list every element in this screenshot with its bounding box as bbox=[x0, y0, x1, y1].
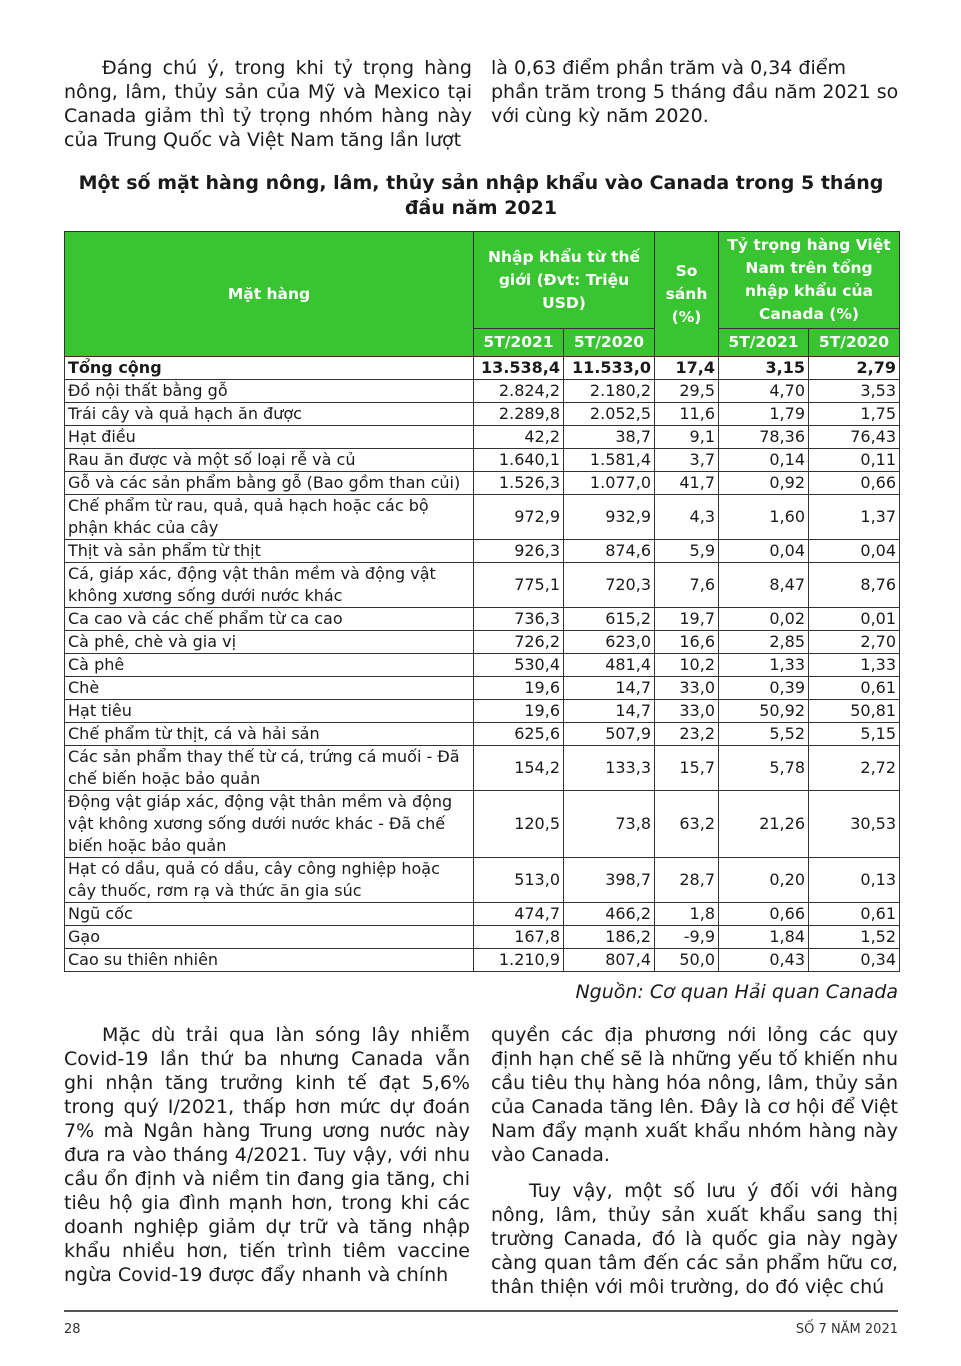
cell-imp2020: 615,2 bbox=[564, 608, 655, 631]
table-body bbox=[65, 357, 900, 972]
cell-share2021: 5,52 bbox=[719, 723, 809, 746]
cell-imp2020: 623,0 bbox=[564, 631, 655, 654]
table-title: Một số mặt hàng nông, lâm, thủy sản nhập khẩu vào Canada trong 5 tháng đầu năm 2021 bbox=[78, 172, 884, 219]
bottom-left-column bbox=[64, 1023, 470, 1287]
cell-compare: 4,3 bbox=[655, 495, 719, 540]
header-share-2020: 5T/2020 bbox=[809, 329, 900, 357]
body-paragraph: là 0,63 điểm phần trăm và 0,34 điểm phần trăm trong 5 tháng đầu năm 2021 so với cùng kỳ năm 2020. bbox=[491, 57, 899, 127]
cell-share2020: 0,34 bbox=[809, 949, 900, 972]
header-item: Mặt hàng bbox=[65, 232, 474, 357]
cell-share2020: 1,75 bbox=[809, 403, 900, 426]
cell-share2020: 0,01 bbox=[809, 608, 900, 631]
cell-item-name: Cá, giáp xác, động vật thân mềm và động vật không xương sống dưới nước khác bbox=[65, 563, 474, 608]
cell-share2020: 0,61 bbox=[809, 677, 900, 700]
cell-imp2020: 2.052,5 bbox=[564, 403, 655, 426]
cell-compare: 5,9 bbox=[655, 540, 719, 563]
cell-imp2021: 2.824,2 bbox=[474, 380, 564, 403]
cell-compare: 15,7 bbox=[655, 746, 719, 791]
header-imports-2021: 5T/2021 bbox=[474, 329, 564, 357]
cell-share2021: 0,43 bbox=[719, 949, 809, 972]
cell-item-name: Các sản phẩm thay thế từ cá, trứng cá muối - Đã chế biến hoặc bảo quản bbox=[65, 746, 474, 791]
cell-imp2021: 120,5 bbox=[474, 791, 564, 858]
cell-item-name: Động vật giáp xác, động vật thân mềm và động vật không xương sống dưới nước khác - Đã chế biến hoặc bảo quản bbox=[65, 791, 474, 858]
bottom-right-column bbox=[491, 1023, 898, 1299]
table-row bbox=[65, 677, 900, 700]
cell-item-name: Cà phê bbox=[65, 654, 474, 677]
cell-imp2020: 874,6 bbox=[564, 540, 655, 563]
cell-imp2020: 1.077,0 bbox=[564, 472, 655, 495]
top-right-column bbox=[491, 56, 899, 128]
cell-compare: 11,6 bbox=[655, 403, 719, 426]
cell-imp2021: 926,3 bbox=[474, 540, 564, 563]
cell-imp2020: 186,2 bbox=[564, 926, 655, 949]
cell-imp2021: 1.210,9 bbox=[474, 949, 564, 972]
cell-imp2021: 1.526,3 bbox=[474, 472, 564, 495]
cell-share2020: 1,33 bbox=[809, 654, 900, 677]
table-source: Nguồn: Cơ quan Hải quan Canada bbox=[575, 981, 898, 1003]
table-row bbox=[65, 791, 900, 858]
cell-imp2021: 474,7 bbox=[474, 903, 564, 926]
body-paragraph: quyền các địa phương nới lỏng các quy định hạn chế sẽ là những yếu tố khiến nhu cầu tiêu thụ hàng hóa nông, lâm, thủy sản của Canada tăng lên. Đây là cơ hội để Việt Nam đẩy mạnh xuất khẩu nhóm hàng này vào Canada. bbox=[491, 1024, 898, 1166]
cell-item-name: Ca cao và các chế phẩm từ ca cao bbox=[65, 608, 474, 631]
cell-share2021: 1,60 bbox=[719, 495, 809, 540]
cell-share2021: 1,33 bbox=[719, 654, 809, 677]
cell-share2021: 4,70 bbox=[719, 380, 809, 403]
cell-item-name: Hạt tiêu bbox=[65, 700, 474, 723]
cell-share2021: 50,92 bbox=[719, 700, 809, 723]
cell-item-name: Thịt và sản phẩm từ thịt bbox=[65, 540, 474, 563]
table-row bbox=[65, 357, 900, 380]
table-row bbox=[65, 631, 900, 654]
cell-compare: 9,1 bbox=[655, 426, 719, 449]
cell-compare: 33,0 bbox=[655, 700, 719, 723]
cell-share2021: 2,85 bbox=[719, 631, 809, 654]
cell-item-name: Chè bbox=[65, 677, 474, 700]
cell-share2020: 2,70 bbox=[809, 631, 900, 654]
cell-imp2020: 14,7 bbox=[564, 700, 655, 723]
cell-item-name: Tổng cộng bbox=[65, 357, 474, 380]
table-row bbox=[65, 949, 900, 972]
cell-imp2020: 398,7 bbox=[564, 858, 655, 903]
cell-share2020: 2,79 bbox=[809, 357, 900, 380]
cell-share2020: 76,43 bbox=[809, 426, 900, 449]
cell-share2020: 1,52 bbox=[809, 926, 900, 949]
table-row bbox=[65, 403, 900, 426]
cell-imp2021: 19,6 bbox=[474, 700, 564, 723]
cell-share2020: 0,04 bbox=[809, 540, 900, 563]
cell-imp2020: 932,9 bbox=[564, 495, 655, 540]
cell-item-name: Cà phê, chè và gia vị bbox=[65, 631, 474, 654]
cell-imp2021: 625,6 bbox=[474, 723, 564, 746]
cell-compare: 23,2 bbox=[655, 723, 719, 746]
cell-share2020: 3,53 bbox=[809, 380, 900, 403]
cell-imp2020: 14,7 bbox=[564, 677, 655, 700]
table-row bbox=[65, 449, 900, 472]
cell-imp2021: 513,0 bbox=[474, 858, 564, 903]
cell-compare: 3,7 bbox=[655, 449, 719, 472]
cell-imp2021: 1.640,1 bbox=[474, 449, 564, 472]
cell-share2021: 0,14 bbox=[719, 449, 809, 472]
cell-imp2021: 2.289,8 bbox=[474, 403, 564, 426]
cell-share2020: 0,61 bbox=[809, 903, 900, 926]
cell-share2020: 50,81 bbox=[809, 700, 900, 723]
cell-share2021: 8,47 bbox=[719, 563, 809, 608]
cell-share2021: 0,66 bbox=[719, 903, 809, 926]
cell-item-name: Đồ nội thất bằng gỗ bbox=[65, 380, 474, 403]
cell-compare: 1,8 bbox=[655, 903, 719, 926]
page-number: 28 bbox=[64, 1322, 81, 1337]
cell-item-name: Chế phẩm từ thịt, cá và hải sản bbox=[65, 723, 474, 746]
body-paragraph: Đáng chú ý, trong khi tỷ trọng hàng nông, lâm, thủy sản của Mỹ và Mexico tại Canada giảm thì tỷ trọng nhóm hàng này của Trung Quốc và Việt Nam tăng lần lượt bbox=[64, 57, 472, 151]
cell-imp2020: 481,4 bbox=[564, 654, 655, 677]
table-row bbox=[65, 608, 900, 631]
table-row bbox=[65, 495, 900, 540]
cell-imp2021: 167,8 bbox=[474, 926, 564, 949]
top-left-column bbox=[64, 56, 472, 152]
cell-item-name: Rau ăn được và một số loại rễ và củ bbox=[65, 449, 474, 472]
issue-label: SỐ 7 NĂM 2021 bbox=[795, 1322, 898, 1337]
body-paragraph: Mặc dù trải qua làn sóng lây nhiễm Covid-19 lần thứ ba nhưng Canada vẫn ghi nhận tăng trưởng kinh tế đạt 5,6% trong quý I/2021, thấp hơn mức dự đoán 7% mà Ngân hàng Trung ương nước này đưa ra vào tháng 4/2021. Tuy vậy, với nhu cầu ổn định và niềm tin đang gia tăng, chi tiêu hộ gia đình mạnh hơn, trong khi các doanh nghiệp giảm dự trữ và tăng nhập khẩu nhiều hơn, tiến trình tiêm vaccine ngừa Covid-19 được đẩy nhanh và chính bbox=[64, 1024, 470, 1286]
table-row bbox=[65, 746, 900, 791]
table-row bbox=[65, 563, 900, 608]
cell-imp2020: 2.180,2 bbox=[564, 380, 655, 403]
cell-imp2021: 775,1 bbox=[474, 563, 564, 608]
cell-imp2021: 530,4 bbox=[474, 654, 564, 677]
cell-imp2021: 736,3 bbox=[474, 608, 564, 631]
cell-share2021: 78,36 bbox=[719, 426, 809, 449]
cell-item-name: Hạt điều bbox=[65, 426, 474, 449]
cell-imp2020: 720,3 bbox=[564, 563, 655, 608]
cell-compare: 16,6 bbox=[655, 631, 719, 654]
header-compare: So sánh (%) bbox=[655, 232, 719, 357]
cell-share2020: 1,37 bbox=[809, 495, 900, 540]
cell-imp2021: 154,2 bbox=[474, 746, 564, 791]
cell-imp2021: 42,2 bbox=[474, 426, 564, 449]
cell-imp2020: 1.581,4 bbox=[564, 449, 655, 472]
body-paragraph: Tuy vậy, một số lưu ý đối với hàng nông, lâm, thủy sản xuất khẩu sang thị trường Canada, đó là quốc gia này ngày càng quan tâm đến các sản phẩm hữu cơ, thân thiện với môi trường, do đó việc chú bbox=[491, 1180, 898, 1298]
table-row bbox=[65, 700, 900, 723]
cell-share2020: 0,66 bbox=[809, 472, 900, 495]
cell-compare: 63,2 bbox=[655, 791, 719, 858]
table-row bbox=[65, 926, 900, 949]
cell-share2021: 1,79 bbox=[719, 403, 809, 426]
cell-share2020: 8,76 bbox=[809, 563, 900, 608]
cell-imp2020: 38,7 bbox=[564, 426, 655, 449]
cell-share2021: 0,20 bbox=[719, 858, 809, 903]
cell-compare: 29,5 bbox=[655, 380, 719, 403]
cell-share2020: 5,15 bbox=[809, 723, 900, 746]
cell-share2021: 0,02 bbox=[719, 608, 809, 631]
cell-share2021: 21,26 bbox=[719, 791, 809, 858]
table-row bbox=[65, 426, 900, 449]
footer-divider bbox=[64, 1310, 898, 1312]
cell-compare: 19,7 bbox=[655, 608, 719, 631]
cell-item-name: Gỗ và các sản phẩm bằng gỗ (Bao gồm than củi) bbox=[65, 472, 474, 495]
cell-imp2021: 726,2 bbox=[474, 631, 564, 654]
cell-item-name: Ngũ cốc bbox=[65, 903, 474, 926]
table-row bbox=[65, 472, 900, 495]
cell-imp2021: 19,6 bbox=[474, 677, 564, 700]
cell-share2020: 0,13 bbox=[809, 858, 900, 903]
cell-compare: 17,4 bbox=[655, 357, 719, 380]
cell-compare: 10,2 bbox=[655, 654, 719, 677]
cell-share2021: 0,04 bbox=[719, 540, 809, 563]
cell-compare: 33,0 bbox=[655, 677, 719, 700]
cell-item-name: Gạo bbox=[65, 926, 474, 949]
cell-imp2020: 11.533,0 bbox=[564, 357, 655, 380]
cell-imp2020: 73,8 bbox=[564, 791, 655, 858]
header-imports-2020: 5T/2020 bbox=[564, 329, 655, 357]
cell-share2020: 2,72 bbox=[809, 746, 900, 791]
cell-share2021: 1,84 bbox=[719, 926, 809, 949]
cell-imp2020: 807,4 bbox=[564, 949, 655, 972]
cell-compare: 50,0 bbox=[655, 949, 719, 972]
cell-share2021: 0,39 bbox=[719, 677, 809, 700]
cell-share2021: 5,78 bbox=[719, 746, 809, 791]
cell-item-name: Chế phẩm từ rau, quả, quả hạch hoặc các bộ phận khác của cây bbox=[65, 495, 474, 540]
table-row bbox=[65, 723, 900, 746]
header-share: Tỷ trọng hàng Việt Nam trên tổng nhập khẩu của Canada (%) bbox=[719, 232, 900, 329]
cell-item-name: Trái cây và quả hạch ăn được bbox=[65, 403, 474, 426]
cell-imp2020: 466,2 bbox=[564, 903, 655, 926]
header-imports: Nhập khẩu từ thế giới (Đvt: Triệu USD) bbox=[474, 232, 655, 329]
cell-compare: 7,6 bbox=[655, 563, 719, 608]
cell-imp2021: 972,9 bbox=[474, 495, 564, 540]
table-row bbox=[65, 540, 900, 563]
table-row bbox=[65, 380, 900, 403]
cell-compare: 41,7 bbox=[655, 472, 719, 495]
cell-imp2020: 507,9 bbox=[564, 723, 655, 746]
cell-compare: 28,7 bbox=[655, 858, 719, 903]
cell-share2021: 0,92 bbox=[719, 472, 809, 495]
cell-item-name: Cao su thiên nhiên bbox=[65, 949, 474, 972]
table-row bbox=[65, 654, 900, 677]
cell-compare: -9,9 bbox=[655, 926, 719, 949]
cell-share2021: 3,15 bbox=[719, 357, 809, 380]
cell-item-name: Hạt có dầu, quả có dầu, cây công nghiệp hoặc cây thuốc, rơm rạ và thức ăn gia súc bbox=[65, 858, 474, 903]
cell-imp2020: 133,3 bbox=[564, 746, 655, 791]
cell-share2020: 0,11 bbox=[809, 449, 900, 472]
cell-imp2021: 13.538,4 bbox=[474, 357, 564, 380]
table-row bbox=[65, 903, 900, 926]
cell-share2020: 30,53 bbox=[809, 791, 900, 858]
table-row bbox=[65, 858, 900, 903]
header-share-2021: 5T/2021 bbox=[719, 329, 809, 357]
import-data-table bbox=[64, 231, 900, 972]
